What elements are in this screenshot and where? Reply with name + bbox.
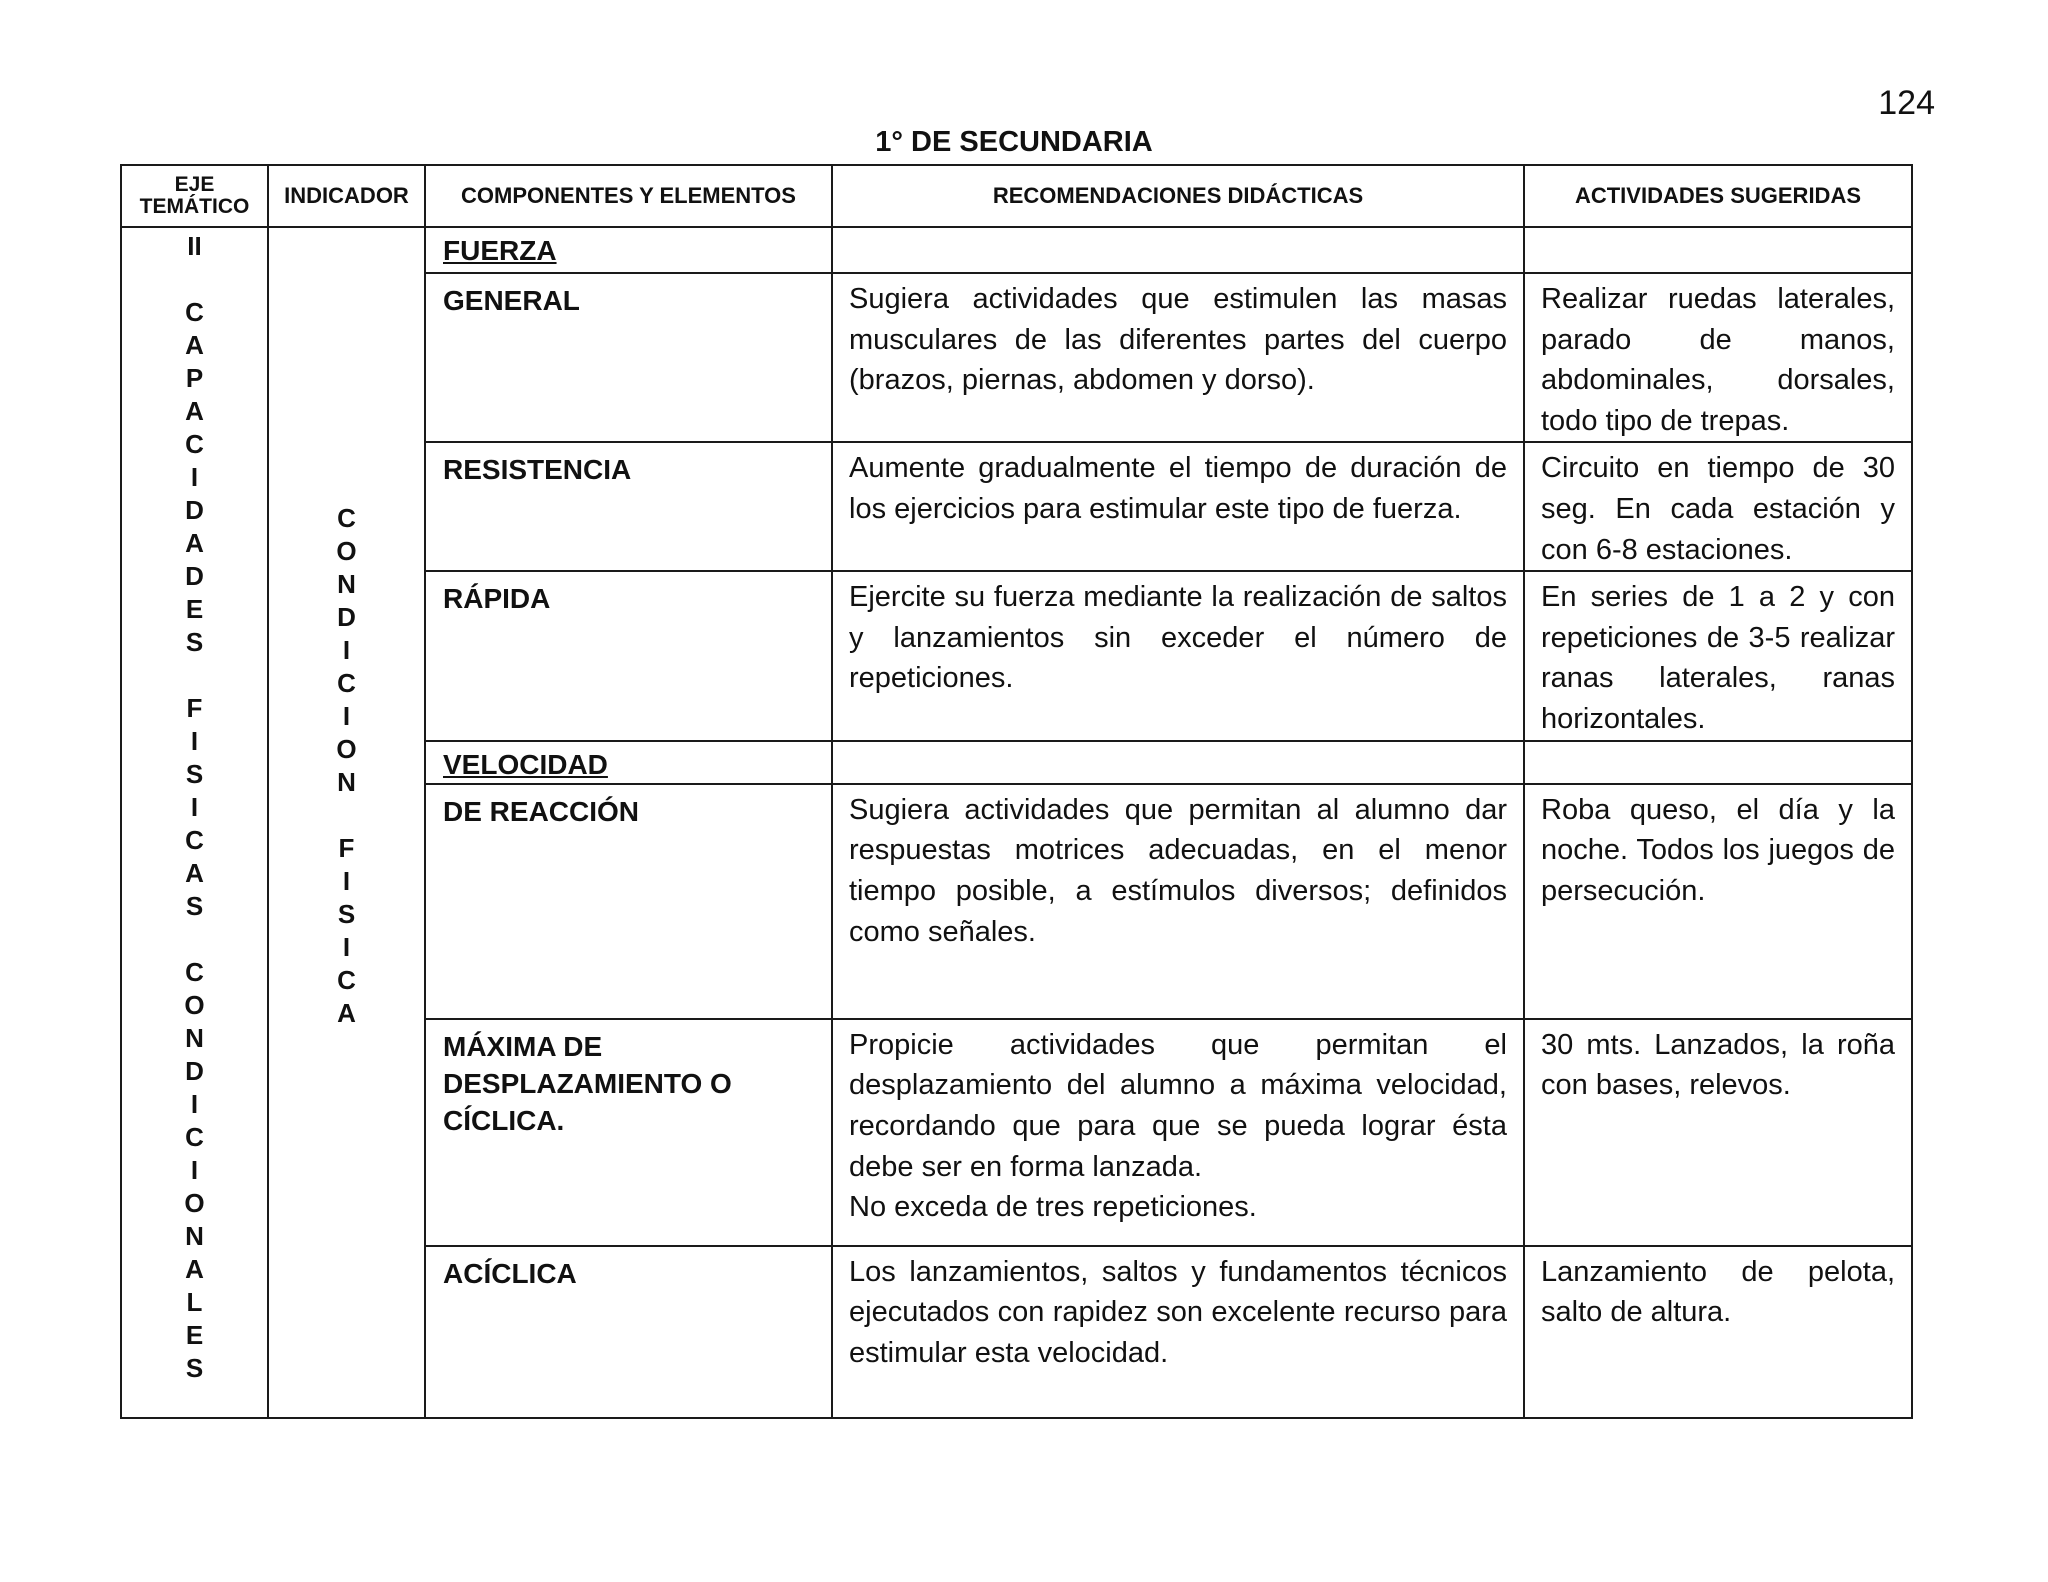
vertical-letter: S: [185, 759, 204, 789]
curriculum-table: [120, 164, 1913, 1419]
header-eje-tematico: EJE TEMÁTICO: [121, 165, 268, 227]
recommendation-cell: Aumente gradualmente el tiempo de duración de los ejercicios para estimular este tipo de fuerza.: [832, 442, 1524, 571]
vertical-letter: N: [185, 1221, 204, 1251]
vertical-letter: C: [185, 297, 204, 327]
vertical-letter: A: [185, 396, 204, 426]
vertical-letter: A: [337, 998, 356, 1028]
vertical-letter: N: [337, 767, 356, 797]
table-row: [121, 227, 1912, 273]
vertical-letter: D: [185, 561, 204, 591]
vertical-letter: S: [185, 891, 204, 921]
vertical-letter: F: [186, 693, 203, 723]
vertical-letter: I: [342, 635, 351, 665]
vertical-letter: A: [185, 330, 204, 360]
eje-tematico-vertical-text: [122, 228, 267, 1385]
header-recomendaciones: RECOMENDACIONES DIDÁCTICAS: [832, 165, 1524, 227]
recommendation-cell: [832, 741, 1524, 784]
vertical-letter: D: [185, 1056, 204, 1086]
activity-cell: Roba queso, el día y la noche. Todos los juegos de persecución.: [1524, 784, 1912, 1019]
vertical-letter: O: [184, 1188, 205, 1218]
vertical-letter: I: [190, 1155, 199, 1185]
component-cell: MÁXIMA DE DESPLAZAMIENTO O CÍCLICA.: [425, 1019, 832, 1246]
vertical-letter: N: [185, 1023, 204, 1053]
recommendation-cell: Los lanzamientos, saltos y fundamentos técnicos ejecutados con rapidez son excelente recurso para estimular esta velocidad.: [832, 1246, 1524, 1418]
vertical-letter: I: [190, 792, 199, 822]
vertical-letter: S: [185, 1353, 204, 1383]
vertical-letter: F: [338, 833, 355, 863]
page-title: 1° DE SECUNDARIA: [875, 126, 1153, 158]
vertical-letter: C: [337, 668, 356, 698]
eje-tematico-cell: [121, 227, 268, 1418]
component-cell: GENERAL: [425, 273, 832, 442]
indicador-cell: [268, 227, 425, 1418]
component-cell: FUERZA: [425, 227, 832, 273]
header-componentes: COMPONENTES Y ELEMENTOS: [425, 165, 832, 227]
vertical-letter: S: [337, 899, 356, 929]
header-actividades: ACTIVIDADES SUGERIDAS: [1524, 165, 1912, 227]
activity-cell: En series de 1 a 2 y con repeticiones de 3-5 realizar ranas laterales, ranas horizontales.: [1524, 571, 1912, 740]
header-indicador: INDICADOR: [268, 165, 425, 227]
component-cell: DE REACCIÓN: [425, 784, 832, 1019]
activity-cell: Circuito en tiempo de 30 seg. En cada estación y con 6-8 estaciones.: [1524, 442, 1912, 571]
component-cell: RÁPIDA: [425, 571, 832, 740]
vertical-letter: C: [185, 1122, 204, 1152]
activity-cell: [1524, 741, 1912, 784]
vertical-letter: I: [342, 932, 351, 962]
vertical-letter: A: [185, 1254, 204, 1284]
vertical-letter: E: [185, 1320, 204, 1350]
activity-cell: 30 mts. Lanzados, la roña con bases, relevos.: [1524, 1019, 1912, 1246]
vertical-letter: L: [186, 1287, 203, 1317]
component-cell: ACÍCLICA: [425, 1246, 832, 1418]
vertical-letter: E: [185, 594, 204, 624]
vertical-letter: C: [337, 503, 356, 533]
recommendation-text: Propicie actividades que permitan el desplazamiento del alumno a máxima velocidad, recordando que para que se pueda lograr ésta debe ser en forma lanzada.: [849, 1028, 1507, 1183]
page-number: 124: [1878, 84, 1935, 122]
vertical-letter: II: [187, 231, 202, 261]
activity-cell: Lanzamiento de pelota, salto de altura.: [1524, 1246, 1912, 1418]
vertical-letter: P: [185, 363, 204, 393]
vertical-letter: C: [185, 825, 204, 855]
header-row: [121, 165, 1912, 227]
vertical-letter: O: [184, 990, 205, 1020]
vertical-letter: S: [185, 627, 204, 657]
vertical-letter: I: [190, 726, 199, 756]
activity-cell: [1524, 227, 1912, 273]
vertical-letter: C: [185, 429, 204, 459]
recommendation-note: No exceda de tres repeticiones.: [849, 1191, 1257, 1224]
vertical-letter: I: [342, 701, 351, 731]
recommendation-cell: [832, 227, 1524, 273]
indicador-vertical-text: [269, 228, 424, 1030]
vertical-letter: O: [336, 536, 357, 566]
vertical-letter: I: [190, 1089, 199, 1119]
recommendation-cell: Sugiera actividades que permitan al alumno dar respuestas motrices adecuadas, en el menor tiempo posible, a estímulos diversos; definidos como señales.: [832, 784, 1524, 1019]
recommendation-cell: [832, 1019, 1524, 1246]
component-cell: RESISTENCIA: [425, 442, 832, 571]
vertical-letter: D: [185, 495, 204, 525]
vertical-letter: C: [337, 965, 356, 995]
activity-cell: Realizar ruedas laterales, parado de manos, abdominales, dorsales, todo tipo de trepas.: [1524, 273, 1912, 442]
component-cell: VELOCIDAD: [425, 741, 832, 784]
vertical-letter: A: [185, 858, 204, 888]
vertical-letter: O: [336, 734, 357, 764]
vertical-letter: C: [185, 957, 204, 987]
vertical-letter: I: [342, 866, 351, 896]
vertical-letter: D: [337, 602, 356, 632]
vertical-letter: I: [190, 462, 199, 492]
recommendation-cell: Ejercite su fuerza mediante la realización de saltos y lanzamientos sin exceder el número de repeticiones.: [832, 571, 1524, 740]
vertical-letter: A: [185, 528, 204, 558]
recommendation-cell: Sugiera actividades que estimulen las masas musculares de las diferentes partes del cuerpo (brazos, piernas, abdomen y dorso).: [832, 273, 1524, 442]
vertical-letter: N: [337, 569, 356, 599]
